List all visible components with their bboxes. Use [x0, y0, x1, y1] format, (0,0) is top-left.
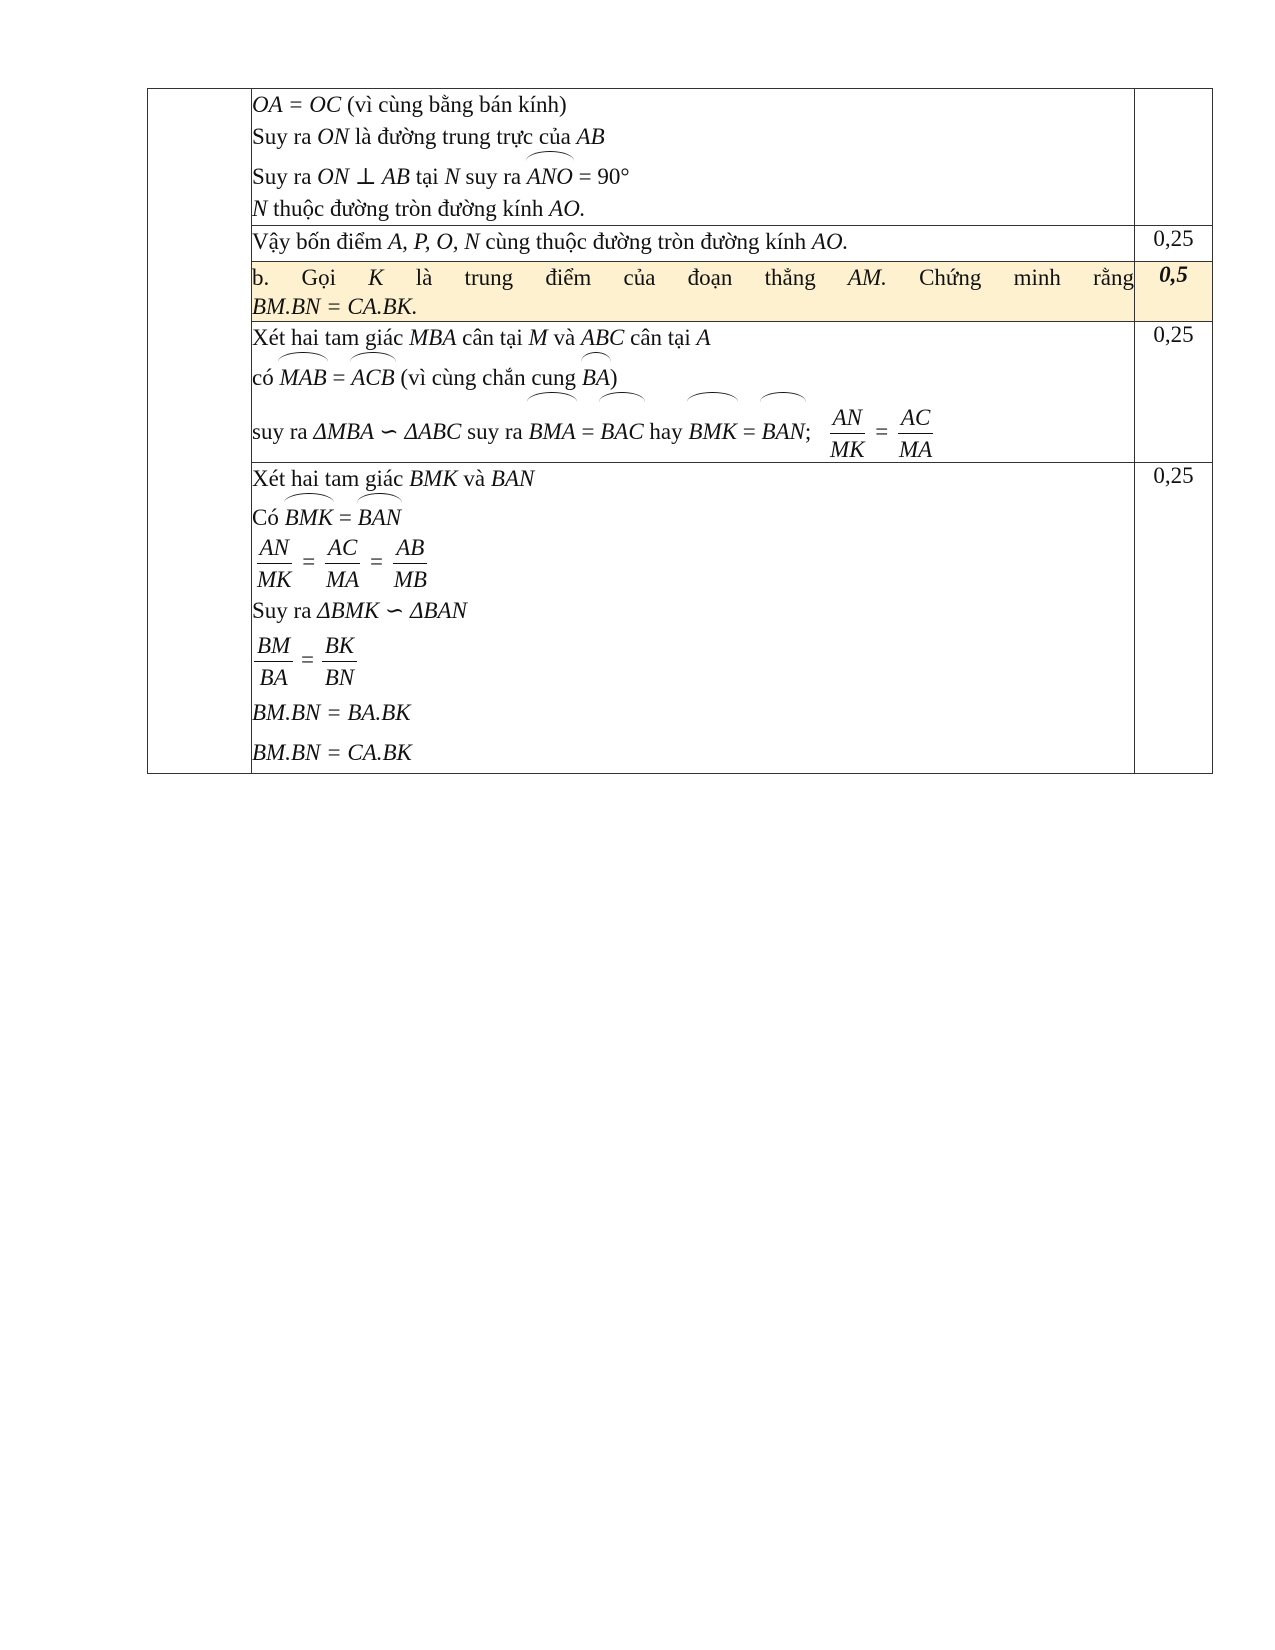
- math-expression: ON: [317, 124, 350, 149]
- solution-table: [147, 88, 1213, 774]
- solution-line: [252, 89, 1134, 121]
- angle-symbol: BAC: [600, 394, 643, 466]
- math-expression: BAN: [490, 466, 535, 491]
- text: hay: [643, 419, 689, 444]
- math-expression: ON ⊥ AB: [317, 164, 410, 189]
- numerator: AC: [325, 536, 360, 564]
- solution-line: [252, 733, 1134, 773]
- score-cell: [1135, 89, 1213, 226]
- solution-cell: [252, 89, 1135, 226]
- math-expression: = 90°: [572, 164, 630, 189]
- text: (vì cùng bằng bán kính): [341, 92, 567, 117]
- denominator: BN: [324, 664, 355, 690]
- angle-symbol: BMK: [688, 394, 737, 466]
- table-row: [148, 463, 1213, 774]
- text: Suy ra: [252, 124, 318, 149]
- math-expression: =: [736, 419, 762, 444]
- math-expression: AM.: [847, 265, 887, 290]
- numerator: AB: [393, 536, 427, 564]
- solution-line: [252, 595, 1134, 627]
- solution-line: [252, 226, 1134, 258]
- text: cân tại: [624, 325, 697, 350]
- fraction: [323, 536, 362, 592]
- text: tại: [409, 164, 445, 189]
- score-cell: [1135, 322, 1213, 463]
- angle-symbol: MAB: [279, 354, 326, 398]
- equals-sign: =: [302, 549, 316, 574]
- denominator: MB: [393, 566, 427, 592]
- math-expression: BMK: [409, 466, 458, 491]
- question-line: [252, 262, 1134, 294]
- text: Xét hai tam giác: [252, 325, 410, 350]
- solution-line: [252, 529, 1134, 595]
- text: và: [547, 325, 581, 350]
- equals-sign: =: [300, 647, 314, 672]
- solution-line: [252, 322, 1134, 354]
- denominator: MA: [325, 566, 360, 592]
- solution-line: [252, 354, 1134, 394]
- denominator: MK: [257, 566, 292, 592]
- math-expression: K: [368, 265, 384, 290]
- score-value: 0,25: [1153, 322, 1194, 347]
- score-cell: [1135, 463, 1213, 774]
- table-row: [148, 322, 1213, 463]
- solution-line: [252, 693, 1134, 733]
- numerator: AN: [257, 536, 292, 564]
- question-cell: [148, 89, 252, 774]
- math-expression: AO.: [549, 196, 586, 221]
- question-line: [252, 294, 1134, 320]
- fraction: [254, 634, 293, 690]
- text: thuộc đường tròn đường kính: [267, 196, 550, 221]
- math-expression: BM.BN = BA.BK: [252, 700, 411, 725]
- solution-line: [252, 463, 1134, 495]
- score-value: 0,25: [1153, 463, 1194, 488]
- fraction: [322, 634, 357, 690]
- angle-symbol: BAN: [761, 394, 804, 466]
- score-value: 0,5: [1159, 262, 1188, 287]
- text: Có: [252, 505, 285, 530]
- text: Suy ra: [252, 164, 318, 189]
- math-expression: BM.BN = CA.BK: [252, 740, 412, 765]
- text: ;: [804, 419, 812, 444]
- angle-symbol: ANO: [527, 153, 573, 197]
- text: b. Gọi: [252, 265, 369, 290]
- math-expression: BM.BN = CA.BK.: [252, 294, 418, 319]
- solution-line: [252, 495, 1134, 529]
- math-expression: N: [444, 164, 460, 189]
- solution-cell: [252, 226, 1135, 262]
- solution-line: [252, 627, 1134, 693]
- text: Vậy bốn điểm: [252, 229, 389, 254]
- math-expression: ΔMBA ∽ ΔABC: [313, 419, 462, 444]
- math-expression: OA = OC: [252, 92, 342, 117]
- numerator: BK: [322, 634, 357, 662]
- angle-symbol: BAN: [358, 495, 401, 537]
- score-cell: [1135, 262, 1213, 322]
- denominator: MK: [830, 436, 865, 462]
- text: (vì cùng chắn cung: [394, 365, 582, 390]
- text: suy ra: [461, 419, 529, 444]
- solution-cell: [252, 463, 1135, 774]
- text: ): [609, 365, 618, 390]
- numerator: AN: [830, 406, 865, 434]
- equals-sign: =: [369, 549, 383, 574]
- math-expression: AO.: [811, 229, 849, 254]
- fraction: [391, 536, 430, 592]
- angle-symbol: BMA: [528, 394, 575, 466]
- math-expression: =: [333, 505, 358, 530]
- text: có: [252, 365, 280, 390]
- denominator: MA: [899, 436, 933, 462]
- angle-symbol: BMK: [285, 495, 334, 537]
- table-row: [148, 226, 1213, 262]
- text: và: [457, 466, 491, 491]
- text: Chứng minh rằng: [886, 265, 1134, 290]
- solution-line: [252, 121, 1134, 153]
- math-expression: ΔBMK ∽ ΔBAN: [317, 598, 467, 623]
- denominator: BA: [259, 664, 288, 690]
- numerator: AC: [898, 406, 933, 434]
- solution-line: [252, 193, 1134, 225]
- math-expression: =: [326, 365, 352, 390]
- text: Suy ra: [252, 598, 318, 623]
- score-value: 0,25: [1153, 226, 1194, 251]
- text: cân tại: [456, 325, 529, 350]
- math-expression: ABC: [580, 325, 625, 350]
- question-part-b-cell: [252, 262, 1135, 322]
- text: là trung điểm của đoạn thẳng: [383, 265, 848, 290]
- text: suy ra: [252, 419, 314, 444]
- math-expression: MBA: [409, 325, 457, 350]
- table-row: [148, 89, 1213, 226]
- math-expression: N: [252, 196, 268, 221]
- numerator: BM: [254, 634, 293, 662]
- fraction: [896, 406, 935, 462]
- text: cùng thuộc đường tròn đường kính: [479, 229, 812, 254]
- score-cell: [1135, 226, 1213, 262]
- text: Xét hai tam giác: [252, 466, 410, 491]
- fraction: [254, 536, 295, 592]
- solution-line: [252, 153, 1134, 193]
- text: suy ra: [459, 164, 527, 189]
- text: là đường trung trực của: [349, 124, 577, 149]
- arc-symbol: BA: [582, 354, 610, 398]
- table-row-highlighted: [148, 262, 1213, 322]
- equals-sign: =: [875, 419, 889, 444]
- math-expression: =: [575, 419, 601, 444]
- solution-line: [252, 394, 1134, 462]
- solution-cell: [252, 322, 1135, 463]
- fraction: [827, 406, 868, 462]
- math-expression: A, P, O, N: [388, 229, 480, 254]
- angle-symbol: ACB: [351, 354, 394, 398]
- math-expression: A: [696, 325, 711, 350]
- math-expression: AB: [576, 124, 605, 149]
- math-expression: M: [528, 325, 548, 350]
